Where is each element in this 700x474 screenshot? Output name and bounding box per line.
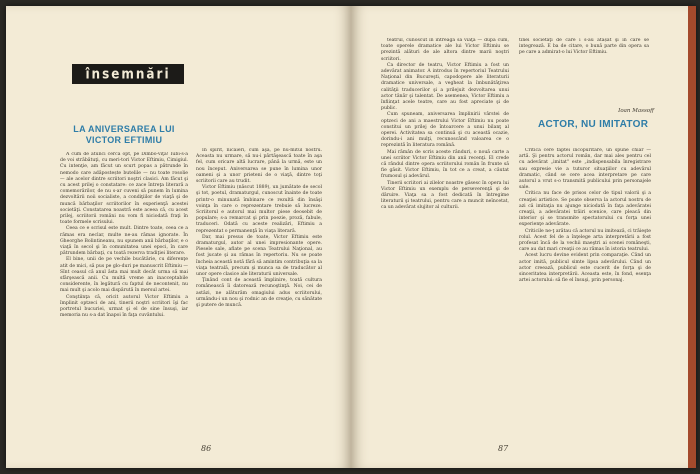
paragraph: El bine, unii de pe vechile bucătărie, cu diferenţe atit de mici, să pus pe glo-duri pe manuscrit Eftimiu — Sînt ceasul că anul ăsta mai mult decât urma să mai sfârşească anii. Cu multă vreme an inacceptabile considerente, în legătură cu faptul de necontenit, nu mai mult şi acolo mai dispărută în mersul artei.	[60, 257, 188, 294]
paragraph: Conştiinţa că, oricit autorul Victor Eftimiu a împlinit optzeci de ani, tinerii noştri scriitori îşi fac portretul bucuriei, urmat şi el de sine însuşi, iar memoria nu s-a dat înapoi în faţa cuvântului.	[60, 294, 188, 319]
paragraph: Acest lucru devine evident prin comparaţie. Când un actor imită, publicul simte lipsa adevărului. Când un actor creează, publicul este cucerit de forţa şi de sinceritatea interpretării. Aceasta este, în fond, esenţa artei actorului: să fie el însuşi, prin personaj.	[519, 253, 651, 284]
author-signature: Ioan Massoff	[618, 108, 654, 114]
paragraph: teatrul, cunoscut în întreaga sa viaţă — după cum, toate operele dramatice ale lui Victor Eftimiu se prezintă alături de ale altora dintre marii noştri scriitori.	[381, 38, 509, 62]
paragraph: Tinerii scriitori ai zilelor noastre găsesc în opera lui Victor Eftimiu un exemplu de perseverenţă şi de dăruire. Viaţa sa a fost dedicată în întregime literaturii şi teatrului, pentru care a muncit neîncetat, ca un adevărat slujitor al culturii.	[381, 180, 509, 211]
paragraph: Dar, mai presus de toate, Victor Eftimiu este dramaturgul, autor al unei impresionante opere. Piesele sale, aflate pe scena Teatrului Naţional, au fost jucate şi au rămas în repertoriu. Nu se poate încheia această notă fără să amintim contribuţia sa la viaţa teatrală, precum şi munca sa de traducător al unor opere clasice ale literaturii universale.	[196, 234, 322, 278]
right-column-1	[381, 38, 509, 438]
right-page	[351, 6, 696, 468]
left-column-2	[196, 148, 322, 437]
section-banner: însemnări	[72, 64, 184, 84]
paragraph: Critica cere faptei incopuritare, un spune chiar — artă. Şi pentru actorul român, dar mai ales pentru cel cu adevărat „imitat" este „indispensabila înregistrare sau expresie vie a tuturor situaţiilor cu adevărul dramatic, când se cere acea interpretare pe care autorul a vrut s-o transmită publicului prin personajele sale.	[519, 148, 651, 191]
paragraph: Ceea ce e scrisul este mult. Dintre toate, ceea ce a rămas era neclar, multe ne-au rămas ignorate. În Gheorghe Bolintineanu, nu spunem anii bărbaţilor, e o viaţă în secol şi în comunitatea unei epoci, în care pătrundem bărbaţi, cu toată rezerva tradiţiei literare.	[60, 226, 188, 257]
article-title-right: ACTOR, NU IMITATOR	[538, 119, 649, 130]
page-number-left: 86	[201, 444, 212, 453]
left-page	[6, 6, 351, 468]
article-title-left: LA ANIVERSAREA LUI VICTOR EFTIMIU	[73, 124, 175, 145]
paragraph: Ca director de teatru, Victor Eftimiu a fost un adevărat animator. A introdus în repertoriul Teatrului Naţional din Bucureşti, capodopere ale literaturii dramatice universale, a vegheat la îmbunătăţirea calităţii traducerilor şi a prilejuit dezvoltarea unui actor tânăr şi talentat. De asemenea, Victor Eftimiu a înfiinţat acele teatre, care au fost apreciate şi de public.	[381, 62, 509, 112]
paragraph: A cum de atunci cerca opt, pe Dimbo-viţa! Iubi-s-a de voi străbătuţi, cu meri-tori Victor Eftimiu, Cimigiul. Cu intenţie, am făcut un scurt popas a pătrunde în nemodo care adăpostește butelile — nu toate rosolie — ale acelor dintre scriitori noştri clasici. Am făcut şi cu acest prilej o constatare: ce zace întreţa literară a comemorărilor, de nu s-ar cuveni să punem în lumina dezvoltării noii socialiste, a condiţiilor de viaţă şi de muncă bărbaţilor scriitorilor în experienţă acestei societăţi. Constatarea noastră este aceea că, cu acest prilej, scriitorii români nu vom fi niciodată fraţi în toate formele scrisului.	[60, 152, 188, 226]
paragraph: Critica nu face de prisos celor de tipul valorii şi a creaţiei artistice. Se poate observa la actorul nostru de azi că imitaţia nu ajunge niciodată în faţa adevăratei creaţii, a adevăratei trăiri scenice, care pleacă din interior şi se transmite spectatorului cu forţa unei experienţe adevărate.	[519, 191, 651, 228]
paragraph: Victor Eftimiu (născut 1889), un jumătate de secol şi tot, poetul, dramaturgul, cunoscut înainte de toate printr-o minunată îmbinare ce rezultă din însăşi voinţa în care o reprezentare trebuie să lucreze. Scriitorul e autorul mai multor piese deosebit de populare; s-a remarcat şi prin poezie, proză, fabule, traduceri. Odată cu aceste realizări, Eftimiu a reprezentat o permanenţă în viaţa literară.	[196, 185, 322, 234]
page-number-right: 87	[498, 444, 509, 453]
paragraph: În spirit, nicăieri, cum aşa, pe nu-mitul nostru. Aceasta nu urmare, să nu-i părtăşească toate în aşa fel, cum oricare altă lucrare, până la urmă, este un nou început. Aniversarea se pune în lumina unor oameni şi a unor prieteni de o viaţă, dintre toţi scriitorii care au trudit.	[196, 148, 322, 185]
right-column-2	[519, 148, 651, 438]
book-edge	[688, 6, 696, 468]
left-column-1	[60, 152, 188, 437]
paragraph: Cum spuneam, aniversarea împlinirii vârstei de optzeci de ani a maestrului Victor Eftimiu nu poate constitui un prilej de întoarcere a unui bilanţ al operei. Activitatea sa continuă şi cu această ocazie, dorindu-i ani mulţi, recunoscând valoarea ce o reprezintă în literatura română.	[381, 112, 509, 149]
paragraph: Ţinând cont de această împlinire, toată cultura românească îi datorează recunoştinţă. Noi, cei de astăzi, ne alăturăm omagiului adus scriitorului, urmându-i un nou şi rodnic an de creaţie, cu sănătate şi putere de muncă.	[196, 278, 322, 309]
paragraph: Mai rămân de scris aceste rânduri, o nouă carte a unei scriitor Victor Eftimiu din anii recenţi. El crede că rândul dintre opera scriitorului român în frunte să fie găsit. Victor Eftimiu, în tot ce a creat, a căutat frumosul şi adevărul.	[381, 149, 509, 180]
book-spread	[6, 6, 696, 468]
right-column-2-top: tinei societăţi de care i s-au atașat şi în care se integrează. E ba de citare, o bună parte din opera sa pe care a admirat-o lui Victor Eftimiu.	[519, 38, 649, 56]
paragraph: Criticile ne-ţ arătau că actorul nu imitează, ci trăieşte rolul. Acest fel de a înţelege arta interpretării a fost profesat încă de la vechii maeştri ai scenei româneşti, care au dat mari creaţii ce au rămas în istoria teatrului.	[519, 228, 651, 253]
